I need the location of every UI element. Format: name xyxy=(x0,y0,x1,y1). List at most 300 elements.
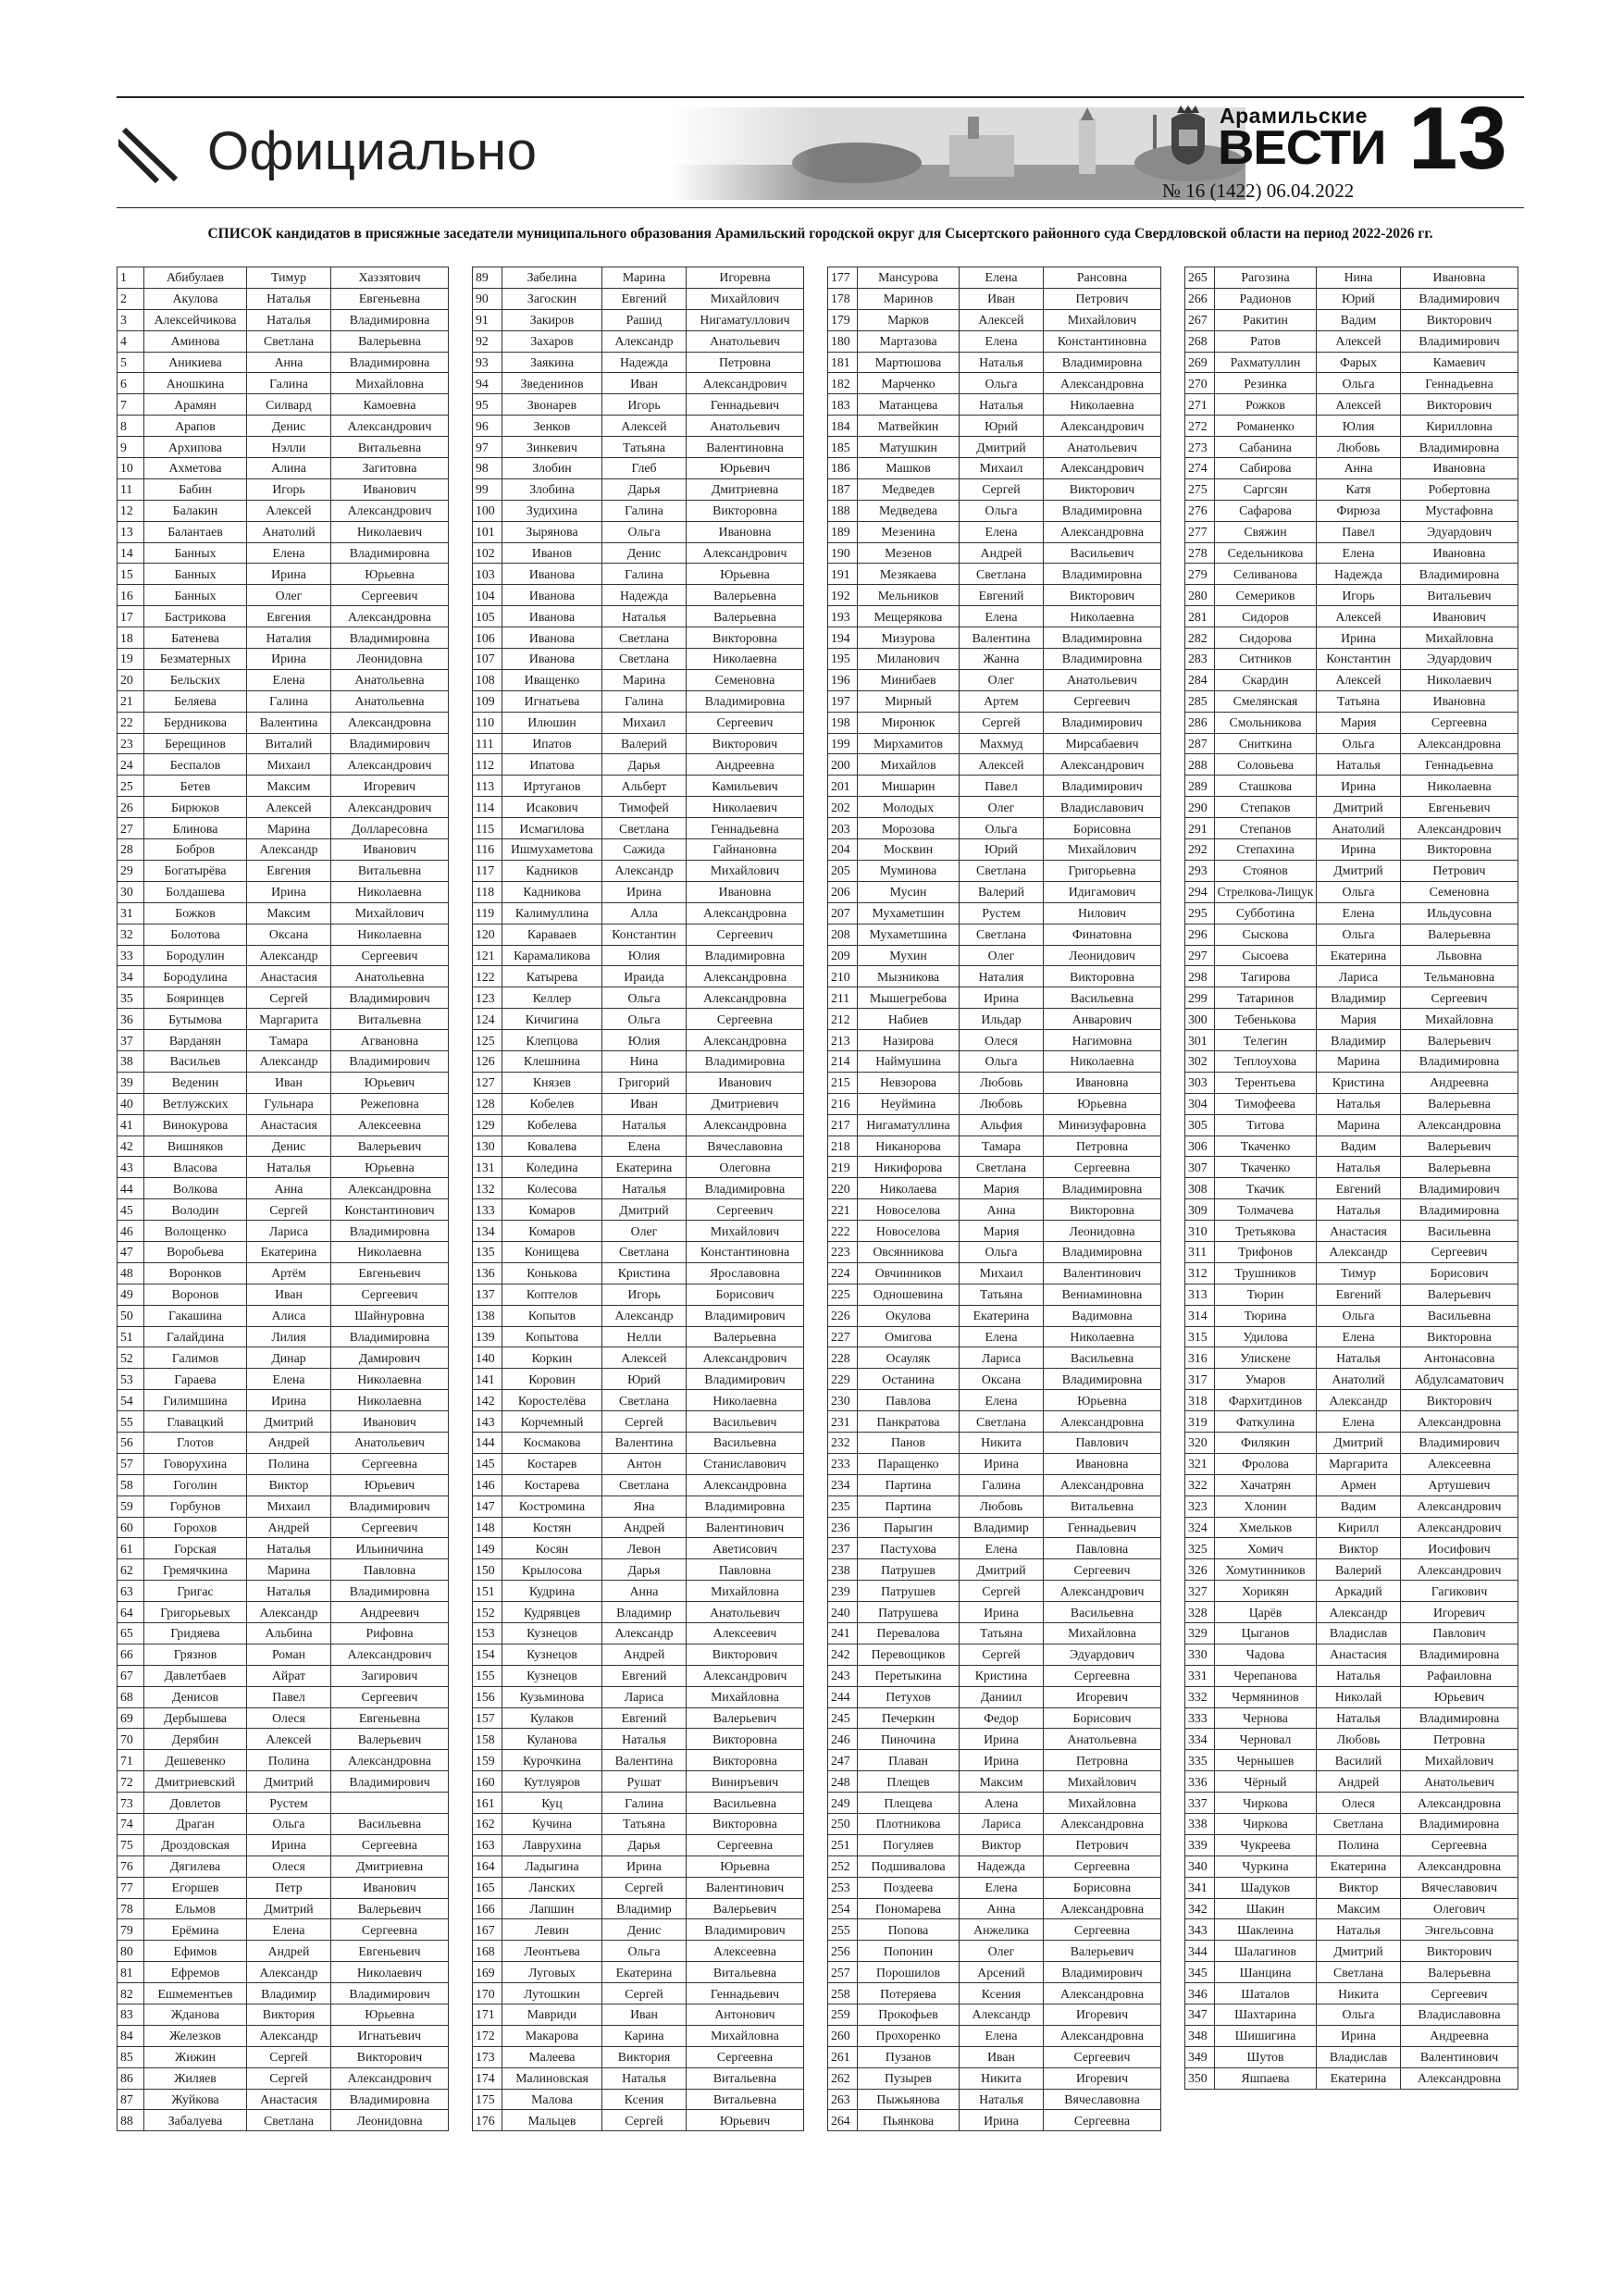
cell-num: 52 xyxy=(118,1347,144,1369)
cell-name: Ирина xyxy=(247,564,331,585)
cell-num: 7 xyxy=(118,394,144,416)
cell-name: Анжелика xyxy=(960,1919,1044,1941)
cell-num: 40 xyxy=(118,1093,144,1114)
cell-patronymic: Владимировна xyxy=(1401,1199,1518,1221)
cell-num: 9 xyxy=(118,437,144,458)
table-row xyxy=(1185,712,1518,733)
cell-name: Маргарита xyxy=(1317,1453,1401,1474)
cell-name: Любовь xyxy=(1317,1729,1401,1750)
cell-surname: Матвейкин xyxy=(858,416,960,437)
table-row xyxy=(473,458,804,479)
table-row xyxy=(118,1009,449,1030)
cell-patronymic: Валерьевна xyxy=(687,606,804,627)
cell-num: 161 xyxy=(473,1793,502,1814)
cell-surname: Павлова xyxy=(858,1390,960,1411)
cell-num: 16 xyxy=(118,585,144,606)
table-row xyxy=(473,669,804,690)
cell-name: Владислав xyxy=(1317,1623,1401,1644)
table-row xyxy=(828,1686,1161,1707)
cell-num: 197 xyxy=(828,690,858,712)
cell-surname: Гараева xyxy=(144,1369,247,1390)
cell-surname: Осауляк xyxy=(858,1347,960,1369)
cell-name: Елена xyxy=(247,1919,331,1941)
cell-surname: Чиркова xyxy=(1215,1793,1317,1814)
table-row xyxy=(473,1326,804,1347)
cell-num: 335 xyxy=(1185,1750,1215,1771)
cell-num: 176 xyxy=(473,2110,502,2131)
cell-surname: Караваев xyxy=(502,924,602,945)
table-row xyxy=(1185,1136,1518,1157)
cell-num: 244 xyxy=(828,1686,858,1707)
cell-patronymic xyxy=(331,1793,449,1814)
cell-name: Владимир xyxy=(602,1602,687,1623)
cell-surname: Костарева xyxy=(502,1474,602,1496)
table-row xyxy=(118,1686,449,1707)
cell-num: 221 xyxy=(828,1199,858,1221)
cell-name: Рустем xyxy=(960,902,1044,924)
cell-surname: Коптелов xyxy=(502,1284,602,1305)
cell-surname: Партина xyxy=(858,1496,960,1517)
cell-patronymic: Александрович xyxy=(1044,458,1161,479)
cell-name: Иван xyxy=(602,1093,687,1114)
cell-surname: Перетыкина xyxy=(858,1665,960,1686)
cell-patronymic: Алексеевна xyxy=(687,1941,804,1962)
cell-surname: Чермянинов xyxy=(1215,1686,1317,1707)
cell-num: 271 xyxy=(1185,394,1215,416)
cell-num: 18 xyxy=(118,627,144,649)
cell-surname: Сниткина xyxy=(1215,733,1317,754)
cell-surname: Кулаков xyxy=(502,1707,602,1729)
cell-surname: Попова xyxy=(858,1919,960,1941)
cell-name: Марина xyxy=(602,669,687,690)
cell-patronymic: Александровна xyxy=(1044,1411,1161,1433)
table-row xyxy=(118,627,449,649)
cell-surname: Жиляев xyxy=(144,2067,247,2089)
cell-num: 73 xyxy=(118,1793,144,1814)
cell-surname: Сыскова xyxy=(1215,924,1317,945)
cell-name: Екатерина xyxy=(247,1241,331,1262)
cell-num: 28 xyxy=(118,839,144,861)
cell-name: Валентина xyxy=(602,1750,687,1771)
cell-patronymic: Николаевна xyxy=(687,649,804,670)
cell-num: 289 xyxy=(1185,776,1215,797)
cell-surname: Черепанова xyxy=(1215,1665,1317,1686)
table-row xyxy=(118,1030,449,1051)
cell-patronymic: Тельмановна xyxy=(1401,966,1518,987)
cell-patronymic: Александрович xyxy=(331,416,449,437)
cell-name: Виктор xyxy=(1317,1877,1401,1898)
table-row xyxy=(118,1050,449,1072)
table-row xyxy=(1185,1877,1518,1898)
cell-patronymic: Петрович xyxy=(1044,1834,1161,1855)
table-row xyxy=(473,1814,804,1835)
cell-name: Ирина xyxy=(1317,2025,1401,2046)
table-row xyxy=(1185,2046,1518,2067)
cell-name: Ирина xyxy=(247,1834,331,1855)
cell-name: Евгений xyxy=(602,288,687,309)
jurors-table-column-4 xyxy=(1184,267,1518,2090)
cell-surname: Малова xyxy=(502,2089,602,2110)
table-row xyxy=(1185,966,1518,987)
cell-num: 322 xyxy=(1185,1474,1215,1496)
cell-name: Евгений xyxy=(602,1707,687,1729)
cell-name: Светлана xyxy=(602,1390,687,1411)
cell-patronymic: Владимировна xyxy=(687,1050,804,1072)
cell-name: Надежда xyxy=(1317,564,1401,585)
cell-surname: Пьянкова xyxy=(858,2110,960,2131)
cell-patronymic: Вениаминовна xyxy=(1044,1284,1161,1305)
table-row xyxy=(1185,1221,1518,1242)
cell-surname: Царёв xyxy=(1215,1602,1317,1623)
cell-surname: Игнатьева xyxy=(502,690,602,712)
cell-surname: Иванова xyxy=(502,564,602,585)
table-row xyxy=(1185,797,1518,818)
cell-name: Евгений xyxy=(602,1665,687,1686)
table-row xyxy=(473,1898,804,1919)
cell-patronymic: Валентинович xyxy=(687,1517,804,1538)
cell-surname: Третьякова xyxy=(1215,1221,1317,1242)
jurors-table-column-2 xyxy=(472,267,804,2131)
table-row xyxy=(473,585,804,606)
cell-patronymic: Юрьевна xyxy=(1044,1390,1161,1411)
cell-name: Роман xyxy=(247,1644,331,1665)
cell-patronymic: Михайлович xyxy=(1044,309,1161,330)
table-row xyxy=(828,1390,1161,1411)
cell-surname: Перевалова xyxy=(858,1623,960,1644)
cell-num: 48 xyxy=(118,1262,144,1284)
cell-surname: Дербышева xyxy=(144,1707,247,1729)
cell-surname: Патрушев xyxy=(858,1559,960,1581)
cell-surname: Рожков xyxy=(1215,394,1317,416)
cell-name: Константин xyxy=(602,924,687,945)
cell-surname: Калимуллина xyxy=(502,902,602,924)
cell-patronymic: Владимирович xyxy=(687,1305,804,1326)
table-row xyxy=(118,818,449,839)
cell-surname: Кобелев xyxy=(502,1093,602,1114)
cell-surname: Пузанов xyxy=(858,2046,960,2067)
table-row xyxy=(473,1855,804,1877)
cell-num: 37 xyxy=(118,1030,144,1051)
table-row xyxy=(828,1855,1161,1877)
cell-surname: Иванов xyxy=(502,542,602,564)
table-row xyxy=(118,1750,449,1771)
cell-surname: Ланских xyxy=(502,1877,602,1898)
cell-name: Ирина xyxy=(1317,839,1401,861)
cell-patronymic: Александровна xyxy=(687,1114,804,1136)
table-row xyxy=(473,1114,804,1136)
table-row xyxy=(828,945,1161,966)
cell-surname: Батенева xyxy=(144,627,247,649)
cell-name: Алексей xyxy=(247,500,331,521)
cell-num: 267 xyxy=(1185,309,1215,330)
cell-name: Тимофей xyxy=(602,797,687,818)
table-row xyxy=(828,1750,1161,1771)
table-row xyxy=(118,1517,449,1538)
cell-num: 130 xyxy=(473,1136,502,1157)
table-row xyxy=(473,1411,804,1433)
cell-patronymic: Камильевич xyxy=(687,776,804,797)
table-row xyxy=(828,966,1161,987)
cell-surname: Мишарин xyxy=(858,776,960,797)
cell-name: Анастасия xyxy=(1317,1221,1401,1242)
cell-num: 104 xyxy=(473,585,502,606)
cell-surname: Пономарева xyxy=(858,1898,960,1919)
cell-surname: Кузьминова xyxy=(502,1686,602,1707)
table-row xyxy=(473,1390,804,1411)
cell-patronymic: Валерьевич xyxy=(331,1729,449,1750)
cell-name: Галина xyxy=(960,1474,1044,1496)
cell-name: Даниил xyxy=(960,1686,1044,1707)
table-row xyxy=(1185,1432,1518,1453)
table-row xyxy=(1185,733,1518,754)
table-row xyxy=(828,649,1161,670)
cell-num: 155 xyxy=(473,1665,502,1686)
cell-surname: Степахина xyxy=(1215,839,1317,861)
cell-patronymic: Викторович xyxy=(1044,478,1161,500)
cell-surname: Москвин xyxy=(858,839,960,861)
cell-name: Ирина xyxy=(602,1855,687,1877)
cell-surname: Веденин xyxy=(144,1072,247,1093)
cell-patronymic: Сергеевич xyxy=(1044,2046,1161,2067)
cell-surname: Конькова xyxy=(502,1262,602,1284)
cell-name: Анастасия xyxy=(247,966,331,987)
cell-num: 34 xyxy=(118,966,144,987)
cell-patronymic: Алексеевна xyxy=(1401,1453,1518,1474)
cell-patronymic: Александровна xyxy=(1401,1855,1518,1877)
cell-surname: Одношевина xyxy=(858,1284,960,1305)
table-row xyxy=(473,690,804,712)
cell-surname: Мезенина xyxy=(858,521,960,542)
cell-num: 256 xyxy=(828,1941,858,1962)
cell-num: 226 xyxy=(828,1305,858,1326)
table-row xyxy=(828,288,1161,309)
cell-surname: Коркин xyxy=(502,1347,602,1369)
cell-name: Светлана xyxy=(247,330,331,352)
table-row xyxy=(473,1602,804,1623)
cell-patronymic: Владимировна xyxy=(1044,627,1161,649)
cell-num: 63 xyxy=(118,1581,144,1602)
table-row xyxy=(1185,1262,1518,1284)
cell-name: Арсений xyxy=(960,1962,1044,1983)
cell-name: Дмитрий xyxy=(1317,1941,1401,1962)
cell-num: 79 xyxy=(118,1919,144,1941)
table-row xyxy=(1185,1834,1518,1855)
cell-surname: Давлетбаев xyxy=(144,1665,247,1686)
cell-name: Анна xyxy=(1317,458,1401,479)
cell-patronymic: Васильевна xyxy=(1044,1347,1161,1369)
cell-patronymic: Андреевна xyxy=(1401,2025,1518,2046)
table-row xyxy=(828,924,1161,945)
cell-patronymic: Александровна xyxy=(687,902,804,924)
table-row xyxy=(473,288,804,309)
cell-surname: Прохоренко xyxy=(858,2025,960,2046)
table-row xyxy=(828,797,1161,818)
cell-name: Анна xyxy=(602,1581,687,1602)
cell-patronymic: Владимирович xyxy=(331,1771,449,1793)
cell-patronymic: Борисович xyxy=(1044,1707,1161,1729)
cell-surname: Ипатов xyxy=(502,733,602,754)
table-row xyxy=(473,1093,804,1114)
cell-num: 60 xyxy=(118,1517,144,1538)
cell-patronymic: Владимировна xyxy=(1044,1178,1161,1199)
table-row xyxy=(473,564,804,585)
cell-patronymic: Леонидовна xyxy=(1044,1221,1161,1242)
cell-num: 307 xyxy=(1185,1157,1215,1178)
table-row xyxy=(828,1644,1161,1665)
cell-patronymic: Васильевна xyxy=(687,1432,804,1453)
cell-surname: Колесова xyxy=(502,1178,602,1199)
cell-patronymic: Идигамович xyxy=(1044,881,1161,902)
table-row xyxy=(1185,267,1518,289)
cell-patronymic: Александрович xyxy=(331,1644,449,1665)
cell-patronymic: Григорьевна xyxy=(1044,860,1161,881)
cell-name: Денис xyxy=(602,1919,687,1941)
cell-surname: Галимов xyxy=(144,1347,247,1369)
cell-name: Лариса xyxy=(1317,966,1401,987)
cell-num: 149 xyxy=(473,1538,502,1559)
cell-surname: Воронков xyxy=(144,1262,247,1284)
cell-patronymic: Михайловна xyxy=(1044,1623,1161,1644)
cell-num: 15 xyxy=(118,564,144,585)
cell-name: Иван xyxy=(960,288,1044,309)
cell-num: 273 xyxy=(1185,437,1215,458)
cell-surname: Чадова xyxy=(1215,1644,1317,1665)
table-row xyxy=(118,352,449,373)
cell-name: Галина xyxy=(602,500,687,521)
cell-num: 45 xyxy=(118,1199,144,1221)
cell-name: Дарья xyxy=(602,1834,687,1855)
cell-num: 127 xyxy=(473,1072,502,1093)
cell-num: 72 xyxy=(118,1771,144,1793)
cell-surname: Злобин xyxy=(502,458,602,479)
cell-patronymic: Александрович xyxy=(331,500,449,521)
cell-patronymic: Виниръевич xyxy=(687,1771,804,1793)
cell-patronymic: Владимирович xyxy=(331,733,449,754)
cell-name: Максим xyxy=(247,902,331,924)
cell-name: Екатерина xyxy=(1317,2067,1401,2089)
cell-patronymic: Сергеевна xyxy=(687,1009,804,1030)
table-row xyxy=(828,987,1161,1009)
cell-surname: Тюрин xyxy=(1215,1284,1317,1305)
cell-name: Денис xyxy=(247,416,331,437)
table-row xyxy=(1185,352,1518,373)
cell-num: 220 xyxy=(828,1178,858,1199)
cell-name: Альфия xyxy=(960,1114,1044,1136)
cell-name: Лариса xyxy=(247,1221,331,1242)
cell-patronymic: Викторовна xyxy=(1044,1199,1161,1221)
cell-num: 98 xyxy=(473,458,502,479)
cell-surname: Тебенькова xyxy=(1215,1009,1317,1030)
cell-num: 261 xyxy=(828,2046,858,2067)
table-row xyxy=(118,945,449,966)
cell-patronymic: Ивановна xyxy=(1401,542,1518,564)
table-row xyxy=(118,394,449,416)
cell-surname: Рахматуллин xyxy=(1215,352,1317,373)
table-row xyxy=(118,1962,449,1983)
cell-num: 230 xyxy=(828,1390,858,1411)
cell-name: Виталий xyxy=(247,733,331,754)
cell-surname: Молодых xyxy=(858,797,960,818)
cell-surname: Кудрина xyxy=(502,1581,602,1602)
cell-patronymic: Семеновна xyxy=(1401,881,1518,902)
cell-name: Наталья xyxy=(247,1157,331,1178)
cell-name: Анастасия xyxy=(247,1114,331,1136)
table-row xyxy=(118,1559,449,1581)
cell-name: Ирина xyxy=(1317,627,1401,649)
cell-num: 265 xyxy=(1185,267,1215,289)
cell-num: 148 xyxy=(473,1517,502,1538)
cell-patronymic: Алексеевич xyxy=(687,1623,804,1644)
cell-num: 182 xyxy=(828,373,858,394)
cell-patronymic: Александрович xyxy=(1401,1559,1518,1581)
cell-num: 272 xyxy=(1185,416,1215,437)
table-row xyxy=(118,733,449,754)
cell-name: Светлана xyxy=(960,924,1044,945)
cell-num: 2 xyxy=(118,288,144,309)
cell-num: 62 xyxy=(118,1559,144,1581)
table-row xyxy=(1185,1750,1518,1771)
cell-surname: Парыгин xyxy=(858,1517,960,1538)
cell-surname: Бутымова xyxy=(144,1009,247,1030)
cell-name: Ирина xyxy=(960,1453,1044,1474)
cell-num: 310 xyxy=(1185,1221,1215,1242)
cell-num: 297 xyxy=(1185,945,1215,966)
cell-num: 270 xyxy=(1185,373,1215,394)
table-row xyxy=(828,881,1161,902)
cell-surname: Подшивалова xyxy=(858,1855,960,1877)
table-row xyxy=(828,1305,1161,1326)
cell-patronymic: Александровна xyxy=(1401,1114,1518,1136)
cell-name: Сергей xyxy=(602,1983,687,2004)
cell-surname: Аношкина xyxy=(144,373,247,394)
cell-patronymic: Анварович xyxy=(1044,1009,1161,1030)
cell-num: 26 xyxy=(118,797,144,818)
cell-patronymic: Викторовна xyxy=(1401,1326,1518,1347)
table-row xyxy=(118,1178,449,1199)
cell-surname: Пыжьянова xyxy=(858,2089,960,2110)
cell-name: Марина xyxy=(247,818,331,839)
cell-num: 238 xyxy=(828,1559,858,1581)
cell-patronymic: Александровна xyxy=(1401,1411,1518,1433)
table-row xyxy=(1185,1665,1518,1686)
cell-patronymic: Владимирович xyxy=(1401,1432,1518,1453)
cell-surname: Банных xyxy=(144,585,247,606)
cell-patronymic: Васильевна xyxy=(331,1814,449,1835)
table-row xyxy=(473,1432,804,1453)
cell-surname: Цыганов xyxy=(1215,1623,1317,1644)
cell-surname: Волощенко xyxy=(144,1221,247,1242)
table-row xyxy=(473,394,804,416)
cell-patronymic: Николаевна xyxy=(687,1390,804,1411)
cell-name: Александр xyxy=(1317,1241,1401,1262)
cell-name: Дмитрий xyxy=(960,1559,1044,1581)
cell-patronymic: Павлович xyxy=(1401,1623,1518,1644)
cell-name: Дарья xyxy=(602,478,687,500)
cell-name: Никита xyxy=(960,1432,1044,1453)
cell-surname: Зведенинов xyxy=(502,373,602,394)
table-row xyxy=(828,352,1161,373)
table-row xyxy=(473,966,804,987)
cell-name: Ксения xyxy=(602,2089,687,2110)
cell-surname: Копытов xyxy=(502,1305,602,1326)
cell-patronymic: Николаевна xyxy=(331,924,449,945)
cell-surname: Горохов xyxy=(144,1517,247,1538)
cell-surname: Власова xyxy=(144,1157,247,1178)
cell-name: Катя xyxy=(1317,478,1401,500)
cell-patronymic: Сергеевна xyxy=(1044,2110,1161,2131)
cell-patronymic: Павловна xyxy=(687,1559,804,1581)
cell-patronymic: Викторовна xyxy=(1044,966,1161,987)
